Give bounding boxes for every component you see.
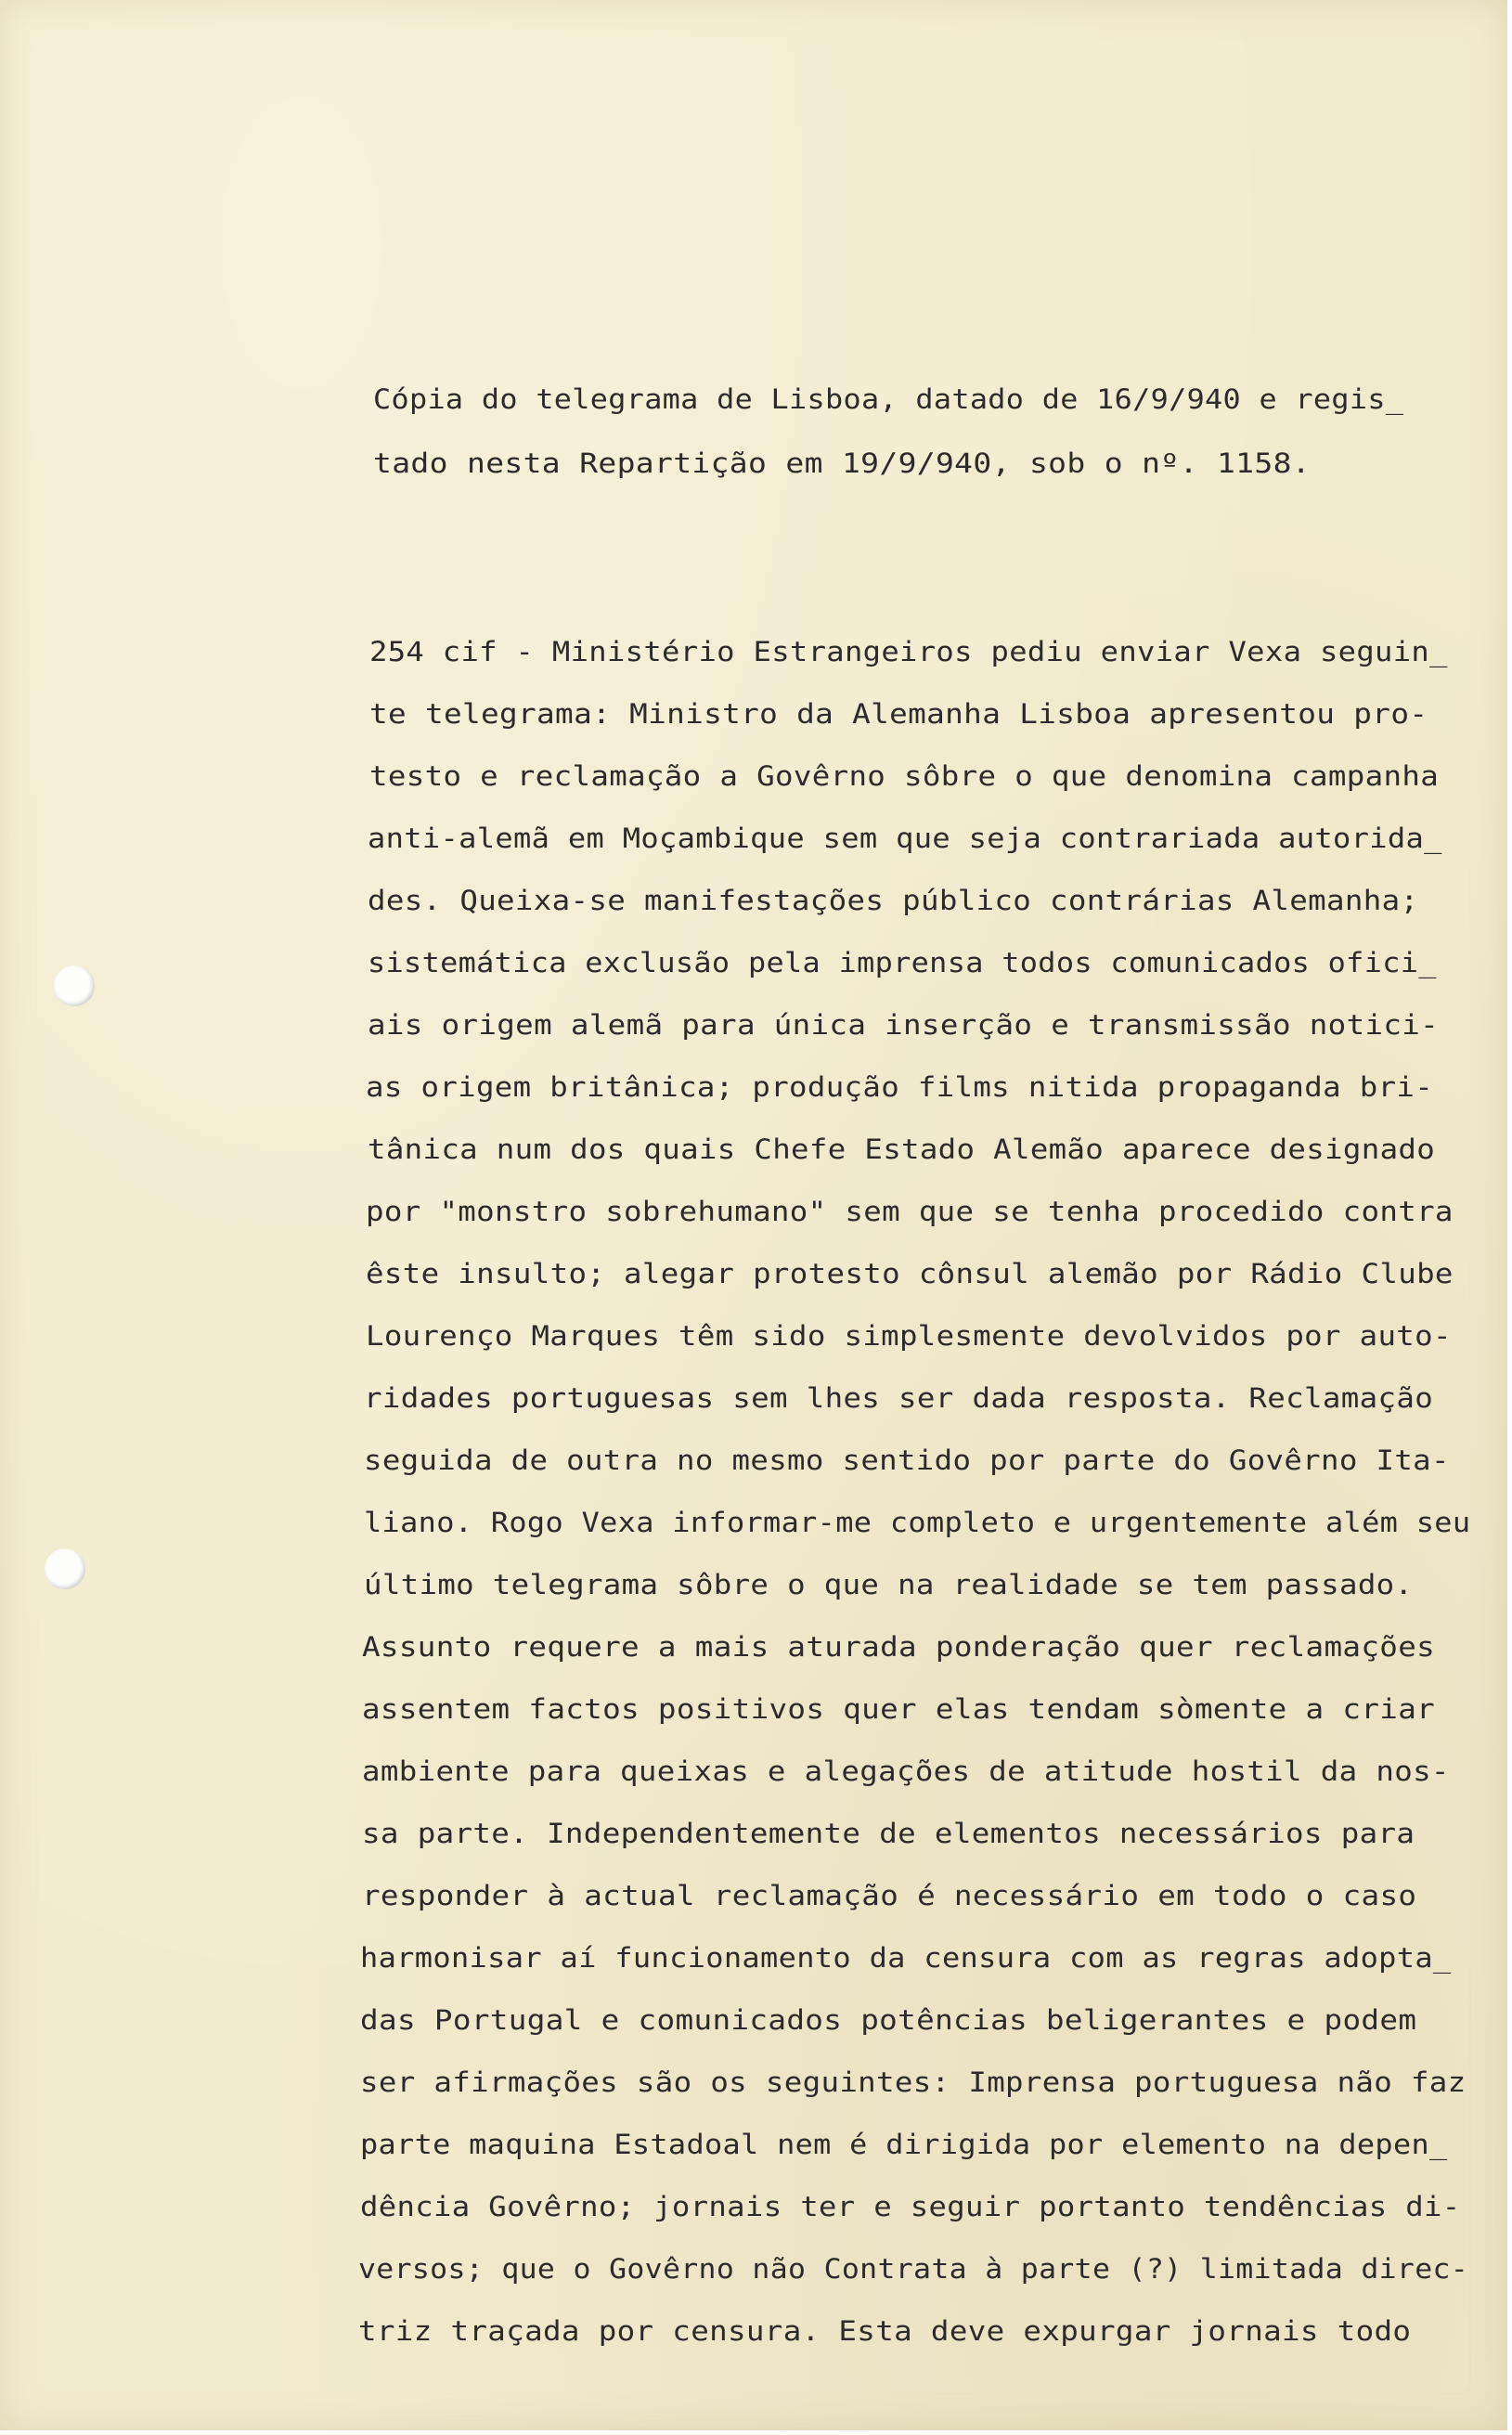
body-line: ais origem alemã para única inserção e transmissão notici- bbox=[368, 1009, 1440, 1041]
punch-hole bbox=[45, 1548, 85, 1589]
body-line: êste insulto; alegar protesto cônsul alemão por Rádio Clube bbox=[366, 1258, 1454, 1289]
body-line: responder à actual reclamação é necessário em todo o caso bbox=[362, 1880, 1417, 1911]
body-line: seguida de outra no mesmo sentido por parte do Govêrno Ita- bbox=[364, 1444, 1450, 1476]
body-line: as origem britânica; produção films nitida propaganda bri- bbox=[366, 1071, 1434, 1103]
body-line: dência Govêrno; jornais ter e seguir portanto tendências di- bbox=[360, 2191, 1461, 2222]
body-line: liano. Rogo Vexa informar-me completo e urgentemente além seu bbox=[364, 1507, 1471, 1538]
body-line: versos; que o Govêrno não Contrata à parte (?) limitada direc- bbox=[358, 2253, 1469, 2285]
body-line: triz traçada por censura. Esta deve expurgar jornais todo bbox=[358, 2315, 1412, 2347]
body-line: ridades portuguesas sem lhes ser dada resposta. Reclamação bbox=[364, 1382, 1434, 1414]
body-line: tânica num dos quais Chefe Estado Alemão aparece designado bbox=[368, 1133, 1436, 1165]
body-line: ambiente para queixas e alegações de atitude hostil da nos- bbox=[362, 1755, 1450, 1787]
body-line: 254 cif - Ministério Estrangeiros pediu enviar Vexa seguin_ bbox=[369, 636, 1448, 667]
body-line: harmonisar aí funcionamento da censura com as regras adopta_ bbox=[360, 1942, 1452, 1974]
body-line: último telegrama sôbre o que na realidade se tem passado. bbox=[364, 1569, 1414, 1600]
punch-hole bbox=[54, 965, 95, 1006]
body-line: anti-alemã em Moçambique sem que seja contrariada autorida_ bbox=[368, 822, 1442, 854]
body-line: sa parte. Independentemente de elementos necessários para bbox=[362, 1818, 1415, 1849]
body-line: parte maquina Estadoal nem é dirigida por elemento na depen_ bbox=[360, 2129, 1448, 2160]
body-line: ser afirmações são os seguintes: Imprensa portuguesa não faz bbox=[360, 2066, 1467, 2098]
body-line: assentem factos positivos quer elas tendam sòmente a criar bbox=[362, 1693, 1436, 1725]
body-line: testo e reclamação a Govêrno sôbre o que denomina campanha bbox=[369, 760, 1440, 792]
body-line: sistemática exclusão pela imprensa todos comunicados ofici_ bbox=[368, 947, 1437, 978]
header-line: tado nesta Repartição em 19/9/940, sob o nº. 1158. bbox=[373, 447, 1311, 479]
body-line: por "monstro sobrehumano" sem que se tenha procedido contra bbox=[366, 1196, 1454, 1227]
body-line: des. Queixa-se manifestações público contrárias Alemanha; bbox=[368, 885, 1419, 916]
body-line: das Portugal e comunicados potências beligerantes e podem bbox=[360, 2004, 1417, 2036]
header-line: Cópia do telegrama de Lisboa, datado de 16/9/940 e regis_ bbox=[373, 383, 1404, 415]
body-line: te telegrama: Ministro da Alemanha Lisboa apresentou pro- bbox=[369, 698, 1428, 730]
body-line: Assunto requere a mais aturada ponderação quer reclamações bbox=[362, 1631, 1436, 1663]
body-line: Lourenço Marques têm sido simplesmente devolvidos por auto- bbox=[366, 1320, 1452, 1352]
